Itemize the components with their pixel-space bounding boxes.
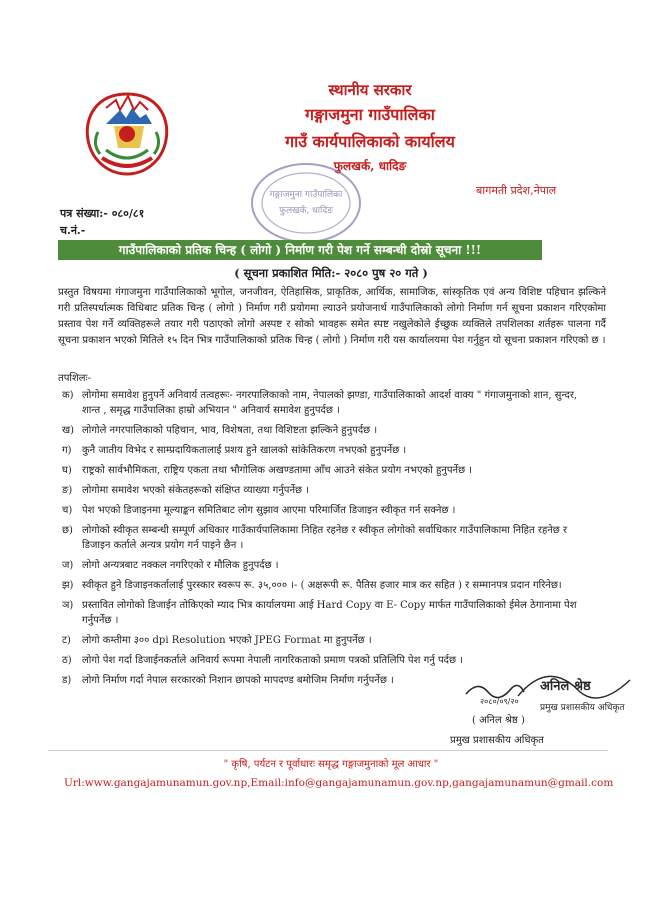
footer-slogan: " कृषि, पर्यटन र पूर्वाधारः समृद्ध गङ्गाजमुनाको मूल आधार " <box>223 759 439 770</box>
item-marker: क) <box>62 390 74 401</box>
item-text: लोगो कम्तीमा ३०० dpi Resolution भएको JPEG Format मा हुनुपर्नेछ । <box>82 635 372 646</box>
intro-paragraph: प्रस्तुत विषयमा गंगाजमुना गाउँपालिकाको भूगोल, जनजीवन, ऐतिहासिक, प्राकृतिक, आर्थिक, सामाजिक, सांस्कृतिक एवं अन्य विशिष्ट पहिचान झल्किने गरी प्रतिस्पर्धात्मक विधिबाट प्रतिक चिन्ह ( लोगो ) निर्माण गरी प्रयोगमा ल्याउने प्रयोजनार्थ गाउँपालिकाको लोगो निर्माण गर्न सूचना प्रकाशन गरिएकोमा प्रस्ताव पेश गर्ने व्यक्तिहरूले तयार गरी पठाएको लोगो अस्पष्ट र सोको भावहरू समेत स्पष्ट नखुलेकोले ईच्छुक व्यक्तिले तपशिलका शर्तहरू पालना गर्दै सूचना प्रकाशन भएको मितिले १५ दिन भित्र गाउँपालिकाको प्रतिक चिन्ह ( लोगो ) निर्माण गरी यस कार्यालयमा पेश गर्नुहुन यो सूचना प्रकाशन गरिएको छ । <box>58 287 606 346</box>
signatory-name: ( अनिल श्रेष्ठ ) <box>472 715 525 726</box>
item-marker: ड) <box>62 675 72 686</box>
dispatch-number: च.नं.- <box>60 224 86 237</box>
list-item <box>62 523 582 553</box>
item-marker: ञ) <box>62 600 74 611</box>
item-marker: ट) <box>62 635 71 646</box>
office-stamp-icon <box>247 160 365 246</box>
signatory-title: प्रमुख प्रशासकीय अधिकृत <box>450 735 544 746</box>
list-item <box>62 443 582 458</box>
item-marker: छ) <box>62 525 73 536</box>
item-text: लोगोमा समावेश हुनुपर्ने अनिवार्य तत्वहरूः- नगरपालिकाको नाम, नेपालको झण्डा, गाउँपालिकाको आदर्श वाक्य " गंगाजमुनाको शान, सुन्दर, शान्त , समृद्ध गाउँपालिका हाम्रो अभियान " अनिवार्य समावेश हुनुपर्दछ । <box>82 390 578 416</box>
item-marker: ख) <box>62 425 75 436</box>
item-text: कुनै जातीय विभेद र साम्प्रदायिकतालाई प्रशय हुने खालको सांकेतिकरण नभएको हुनुपर्नेछ । <box>82 445 407 456</box>
item-marker: ग) <box>62 445 72 456</box>
list-item <box>62 483 582 498</box>
item-marker: ङ) <box>62 485 73 496</box>
item-marker: झ) <box>62 580 74 591</box>
notice-title-banner: गाउँपालिकाको प्रतिक चिन्ह ( लोगो ) निर्माण गरी पेश गर्ने सम्बन्धी दोस्रो सूचना !!! <box>58 240 542 260</box>
signature-handwritten-title: प्रमुख प्रशासकीय अधिकृत <box>540 703 625 713</box>
stamp-text-bottom: फुलखर्क, धादिङ <box>279 206 333 216</box>
list-item <box>62 598 582 628</box>
stamp-text-top: गङ्गाजमुना गाउँपालिका <box>269 190 343 200</box>
item-text: लोगो अन्यत्रबाट नक्कल नगरिएको र मौलिक हुनुपर्दछ । <box>82 560 279 571</box>
item-text: लोगो निर्माण गर्दा नेपाल सरकारको निशान छापको मापदण्ड बमोजिम निर्माण गर्नुपर्नेछ । <box>82 675 394 686</box>
item-text: प्रस्तावित लोगोको डिजाईन तोकिएको म्याद भित्र कार्यालयमा आई Hard Copy वा E- Copy मार्फत गाउँपालिकाको ईमेल ठेगानामा पेश गर्नुपर्नेछ । <box>82 600 577 626</box>
conditions-list <box>62 388 582 693</box>
list-item <box>62 423 582 438</box>
signature-date: २०८०/०९/२० <box>480 697 519 706</box>
item-marker: ज) <box>62 560 74 571</box>
list-item <box>62 503 582 518</box>
item-marker: घ) <box>62 465 72 476</box>
header-address: फुलखर्क, धादिङ <box>333 159 407 173</box>
province-label: बागमती प्रदेश,नेपाल <box>476 184 557 197</box>
publication-date: ( सूचना प्रकाशित मिति:- २०८० पुष २० गते ) <box>234 266 428 280</box>
item-text: राष्ट्रको सार्वभौमिकता, राष्ट्रिय एकता तथा भौगोलिक अखण्डतामा आँच आउने संकेत प्रयोग नभएको हुनुपर्नेछ । <box>82 465 473 476</box>
signature-handwritten-name: अनिल श्रेष्ठ <box>540 679 591 694</box>
header-local-government: स्थानीय सरकार <box>328 81 412 99</box>
item-text: पेश भएको डिजाइनमा मूल्याङ्कन समितिबाट लोग सुझाव आएमा परिमार्जित डिजाइन स्वीकृत गर्न सक्नेछ । <box>82 505 456 516</box>
item-text: लोगोमा समावेश भएको संकेतहरूको संक्षिप्त व्याख्या गर्नुपर्नेछ । <box>82 485 309 496</box>
list-item <box>62 463 582 478</box>
footer-contact: Url:www.gangajamunamun.gov.np,Email:info@gangajamunamun.gov.np,gangajamunamun@gmail.com <box>64 777 614 789</box>
list-item <box>62 578 582 593</box>
item-text: स्वीकृत हुने डिजाइनकर्तालाई पुरस्कार स्वरूप रू. ३५,००० ।- ( अक्षरूपी रू. पैतिस हजार मात्र कर सहित ) र सम्मानपत्र प्रदान गरिनेछ। <box>82 580 562 591</box>
item-text: लोगो पेश गर्दा डिजाईनकर्ताले अनिवार्य रूपमा नेपाली नागरिकताको प्रमाण पत्रको प्रतिलिपि पेश गर्नु पर्दछ । <box>82 655 463 666</box>
item-text: लोगोले नगरपालिकाको पहिचान, भाव, विशेषता, तथा विशिष्टता झल्किने हुनुपर्दछ । <box>82 425 378 436</box>
list-item <box>62 388 582 418</box>
list-heading: तपशिलः- <box>58 373 91 384</box>
footer-divider <box>48 750 608 751</box>
list-item <box>62 558 582 573</box>
item-text: लोगोको स्वीकृत सम्बन्धी सम्पूर्ण अधिकार गाउँकार्यपालिकामा निहित रहनेछ र स्वीकृत लोगोको सर्वाधिकार गाउँपालिकामा निहित रहनेछ र डिजाइन कर्ताले अन्यत्र प्रयोग गर्न पाइने छैन । <box>82 525 568 551</box>
header-office-name: गाउँ कार्यपालिकाको कार्यालय <box>285 132 455 151</box>
item-marker: च) <box>62 505 73 516</box>
item-marker: ठ) <box>62 655 72 666</box>
letter-number: पत्र संख्या:- ०८०/८१ <box>60 207 145 220</box>
header-municipality-name: गङ्गाजमुना गाउँपालिका <box>305 105 435 124</box>
list-item <box>62 633 582 648</box>
